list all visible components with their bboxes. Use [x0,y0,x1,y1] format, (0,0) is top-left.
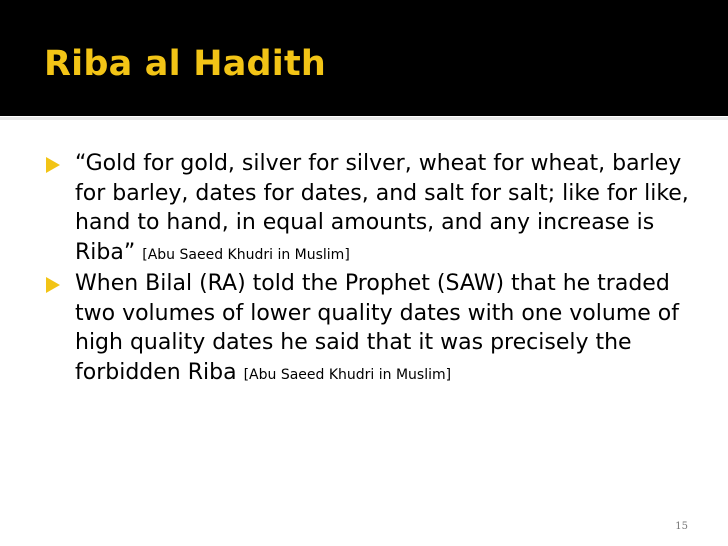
title-divider [0,117,728,120]
bullet-paragraph [75,149,700,267]
bullet-text: When Bilal (RA) told the Prophet (SAW) that he traded two volumes of lower quality dates with one volume of high quality dates he said that it was precisely the forbidden Riba [75,271,679,385]
bullet-text: “Gold for gold, silver for silver, wheat for wheat, barley for barley, dates for dates, and salt for salt; like for like, hand to hand, in equal amounts, and any increase is Riba” [75,151,689,265]
triangle-bullet-icon [46,157,60,173]
slide-title: Riba al Hadith [44,44,327,84]
bullet-item-bilal-story [0,269,728,387]
bullet-citation: [Abu Saeed Khudri in Muslim] [243,366,452,383]
page-number: 15 [675,521,688,532]
triangle-bullet-icon [46,277,60,293]
bullet-item-hadith-quote [0,149,728,267]
bullet-citation: [Abu Saeed Khudri in Muslim] [142,246,350,263]
bullet-paragraph [75,269,700,387]
bullet-list [0,149,728,389]
title-bar [0,0,728,116]
